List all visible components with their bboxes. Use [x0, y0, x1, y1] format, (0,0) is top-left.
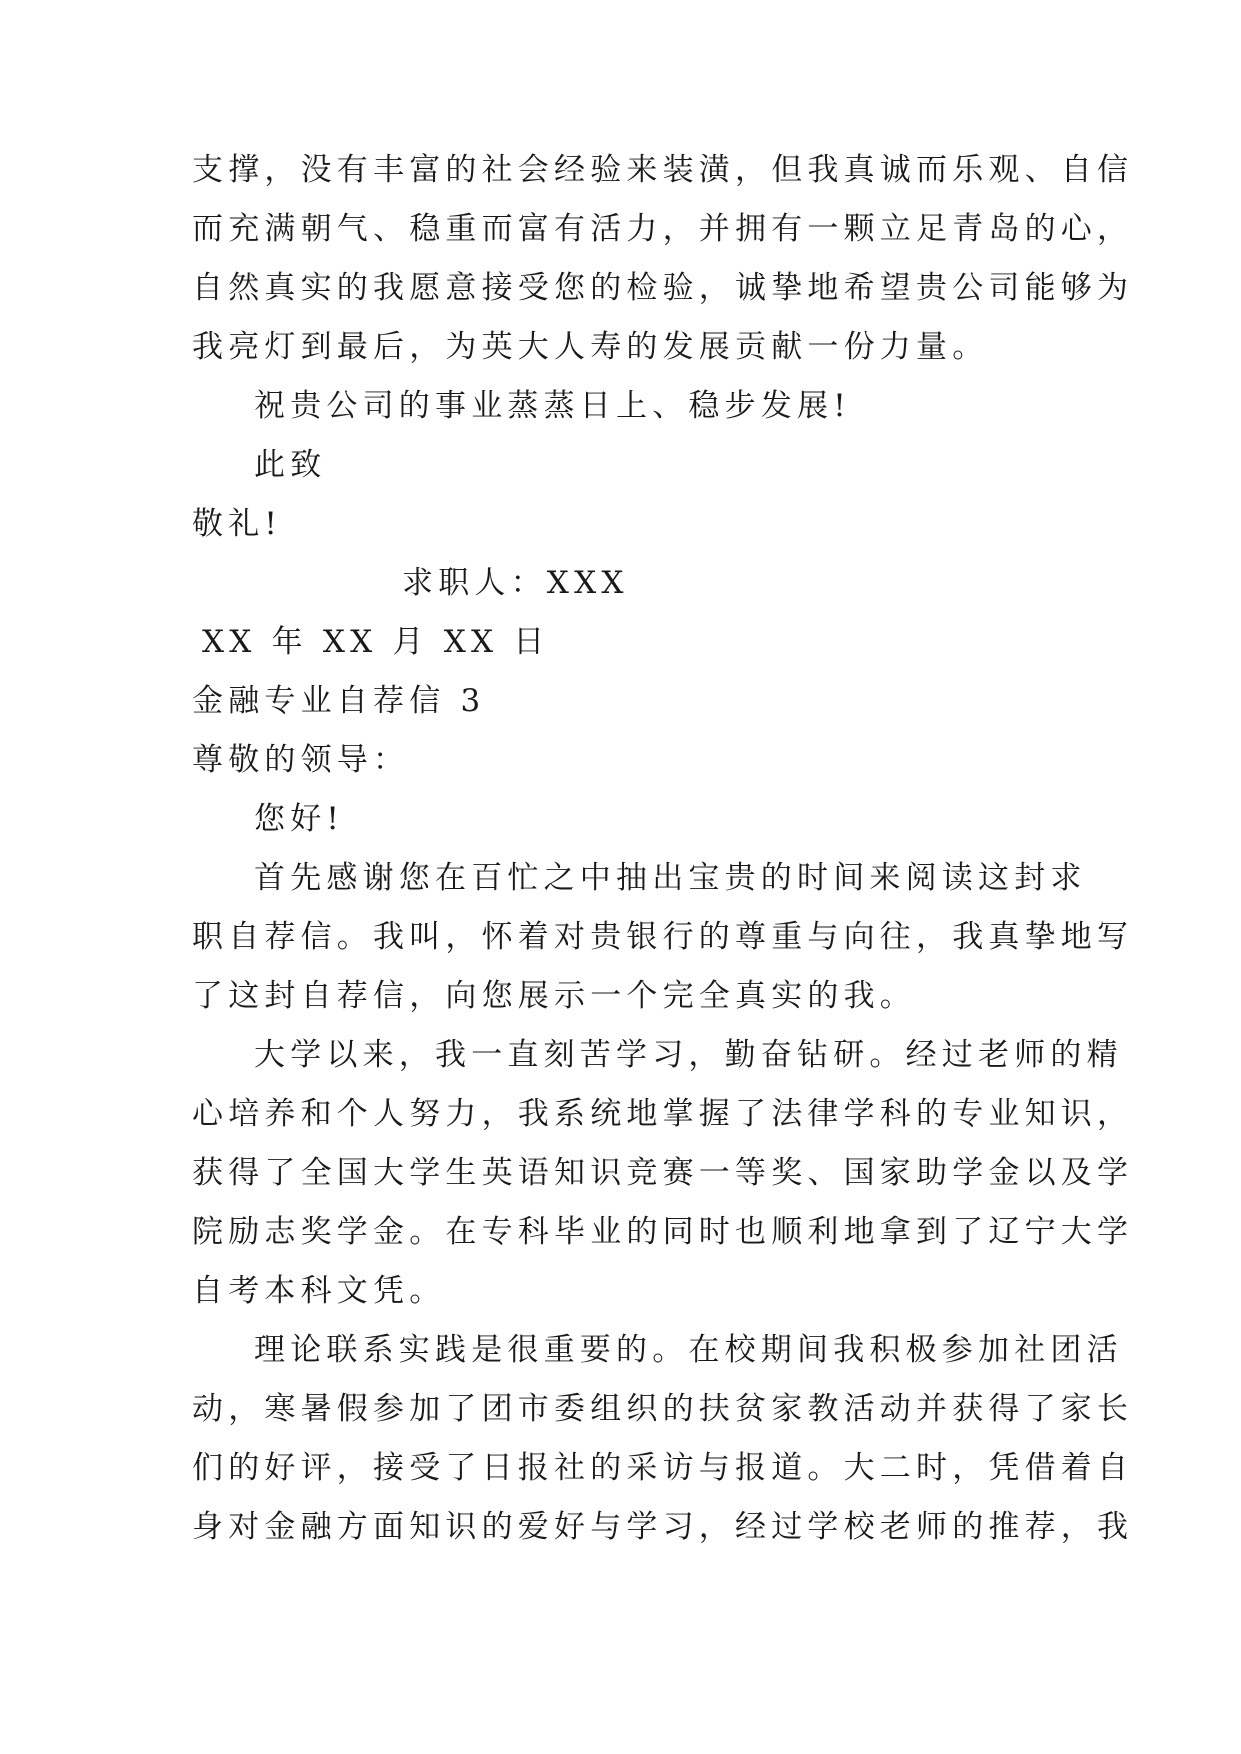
signature: 求职人：XXX [402, 565, 629, 601]
salutation: 尊敬的领导： [192, 742, 410, 778]
paragraph-line: 自考本科文凭。 [192, 1273, 446, 1309]
date: XX 年 XX 月 XX 日 [202, 624, 550, 660]
closing-phrase: 此致 [254, 447, 327, 483]
closing-salute: 敬礼! [192, 506, 283, 542]
section-title: 金融专业自荐信 3 [192, 683, 486, 719]
paragraph-line: 了这封自荐信，向您展示一个完全真实的我。 [192, 978, 916, 1014]
paragraph-line: 动，寒暑假参加了团市委组织的扶贫家教活动并获得了家长 [192, 1391, 1134, 1427]
paragraph-line: 获得了全国大学生英语知识竞赛一等奖、国家助学金以及学 [192, 1155, 1134, 1191]
paragraph-line: 身对金融方面知识的爱好与学习，经过学校老师的推荐，我 [192, 1509, 1134, 1545]
body-line: 我亮灯到最后，为英大人寿的发展贡献一份力量。 [192, 329, 989, 365]
body-line: 而充满朝气、稳重而富有活力，并拥有一颗立足青岛的心， [192, 211, 1134, 247]
paragraph-line: 理论联系实践是很重要的。在校期间我积极参加社团活 [254, 1332, 1123, 1368]
paragraph-line: 们的好评，接受了日报社的采访与报道。大二时，凭借着自 [192, 1450, 1134, 1486]
greeting: 您好! [254, 801, 345, 837]
closing-wish: 祝贵公司的事业蒸蒸日上、稳步发展! [254, 388, 851, 424]
paragraph-line: 职自荐信。我叫，怀着对贵银行的尊重与向往，我真挚地写 [192, 919, 1134, 955]
body-line: 支撑，没有丰富的社会经验来装潢，但我真诚而乐观、自信 [192, 152, 1134, 188]
body-line: 自然真实的我愿意接受您的检验，诚挚地希望贵公司能够为 [192, 270, 1134, 306]
paragraph-line: 大学以来，我一直刻苦学习，勤奋钻研。经过老师的精 [254, 1037, 1123, 1073]
paragraph-line: 心培养和个人努力，我系统地掌握了法律学科的专业知识， [192, 1096, 1134, 1132]
paragraph-line: 首先感谢您在百忙之中抽出宝贵的时间来阅读这封求 [254, 860, 1087, 896]
paragraph-line: 院励志奖学金。在专科毕业的同时也顺利地拿到了辽宁大学 [192, 1214, 1134, 1250]
